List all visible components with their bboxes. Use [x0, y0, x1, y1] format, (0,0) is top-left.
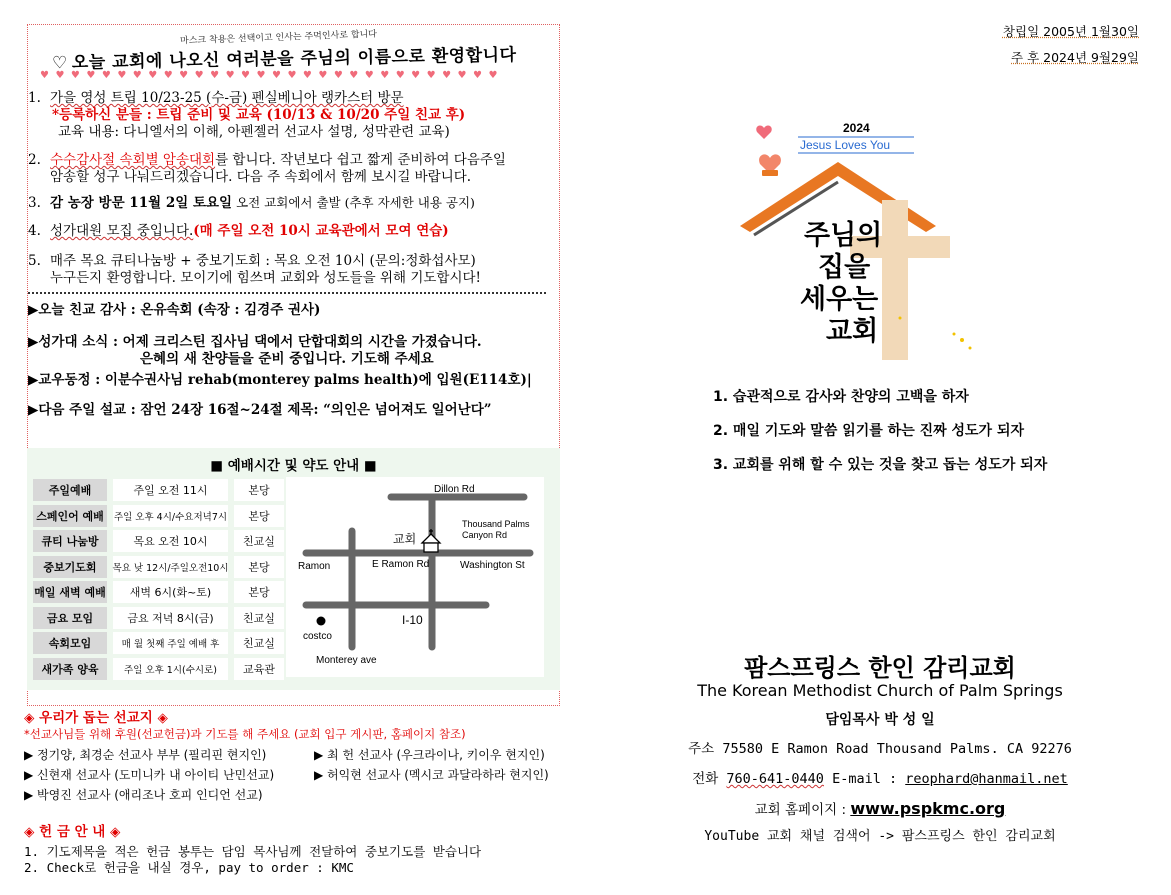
worship-place: 교육관	[234, 658, 284, 680]
worship-label: 스페인어 예배	[33, 505, 107, 527]
logo-slogan: Jesus Loves You	[800, 138, 891, 152]
announcement-5: 5. 매주 목요 큐티나눔방 + 중보기도회 : 목요 오전 10시 (문의:정화섭사모) 누구든지 환영합니다. 모이기에 힘쓰며 교회와 성도들을 위해 기도합시다!	[28, 253, 481, 286]
map-svg	[286, 477, 544, 677]
directions-map	[286, 477, 544, 677]
sparkle	[953, 333, 956, 336]
map-label-washington: Washington St	[460, 560, 525, 571]
worship-time: 목요 오전 10시	[113, 530, 228, 552]
mission-item: ▶ 최 헌 선교사 (우크라이나, 키이우 현지인)	[314, 748, 545, 762]
section-divider	[28, 292, 546, 294]
map-label-e-ramon: E Ramon Rd	[372, 559, 430, 570]
worship-label: 큐티 나눔방	[33, 530, 107, 552]
goal-2: 2. 매일 기도와 말씀 읽기를 하는 진짜 성도가 되자	[713, 423, 1025, 439]
email-link[interactable]: reophard@hanmail.net	[905, 771, 1068, 787]
sparkle	[969, 347, 972, 350]
announcement-4: 4. 성가대원 모집 중입니다.(매 주일 오전 10시 교육관에서 모여 연습)	[28, 223, 449, 239]
mission-item: ▶ 신현재 선교사 (도미니카 내 아이티 난민선교)	[24, 768, 275, 782]
homepage-link[interactable]: www.pspkmc.org	[850, 799, 1006, 818]
news-members: ▶교우동정 : 이분수권사님 rehab(monterey palms health)에 입원(E114호)|	[28, 372, 532, 388]
worship-time: 주일 오후 4시/수요저녁7시	[113, 505, 228, 527]
worship-label: 새가족 양육	[33, 658, 107, 680]
church-logo	[740, 118, 980, 368]
offering-title: ◈ 헌 금 안 내 ◈	[24, 824, 121, 840]
sparkle	[960, 338, 964, 342]
worship-label: 속회모임	[33, 632, 107, 654]
goal-3: 3. 교회를 위해 할 수 있는 것을 찾고 돕는 성도가 되자	[713, 457, 1048, 473]
worship-title: ■ 예배시간 및 약도 안내 ■	[210, 458, 377, 474]
worship-time: 목요 낮 12시/주일오전10시	[113, 556, 228, 578]
missions-note: *선교사님들 위해 후원(선교헌금)과 기도를 해 주세요 (교회 입구 게시판, 홈페이지 참조)	[24, 727, 466, 741]
news-choir: ▶성가대 소식 : 어제 크리스틴 집사님 댁에서 단합대회의 시간을 가졌습니다. 은혜의 새 찬양들을 준비 중입니다. 기도해 주세요	[28, 334, 482, 367]
small-heart-icon	[756, 125, 771, 139]
worship-place: 친교실	[234, 632, 284, 654]
mask-notice: 마스크 착용은 선택이고 인사는 주먹인사로 합니다	[179, 29, 378, 47]
mission-item: ▶ 박영진 선교사 (애리조나 호피 인디언 선교)	[24, 788, 263, 802]
offering-line-2: 2. Check로 헌금을 내실 경우, pay to order : KMC	[24, 860, 354, 875]
pastor: 담임목사 박 성 일	[825, 712, 935, 728]
worship-label: 주일예배	[33, 479, 107, 501]
map-label-i10: I-10	[402, 613, 423, 627]
cross-vertical	[882, 200, 908, 360]
church-name-korean: 팜스프링스 한인 감리교회	[744, 653, 1016, 682]
announcement-3: 3. 감 농장 방문 11월 2일 토요일 오전 교회에서 출발 (추후 자세한 내용 공지)	[28, 195, 475, 211]
worship-place: 친교실	[234, 607, 284, 629]
hearts-decoration: ♥♥♥♥♥♥♥♥♥♥♥♥♥♥♥♥♥♥♥♥♥♥♥♥♥♥♥♥♥♥	[40, 70, 504, 81]
worship-time: 금요 저녁 8시(금)	[113, 607, 228, 629]
worship-time: 주일 오후 1시(수시로)	[113, 658, 228, 680]
logo-line-2: 집을	[818, 252, 871, 283]
founding-date: 창립일 2005년 1월30일	[1002, 24, 1139, 39]
worship-place: 본당	[234, 556, 284, 578]
worship-label: 중보기도회	[33, 556, 107, 578]
left-column	[0, 0, 570, 895]
news-fellowship: ▶오늘 친교 감사 : 온유속회 (속장 : 김경주 권사)	[28, 302, 321, 318]
welcome-text: 오늘 교회에 나오신 여러분을 주님의 이름으로 환영합니다	[71, 45, 517, 74]
worship-time: 새벽 6시(화~토)	[113, 581, 228, 603]
sparkle	[899, 317, 902, 320]
map-label-church: 교회	[393, 532, 417, 546]
costco-marker	[317, 617, 326, 626]
logo-line-1: 주님의	[804, 220, 883, 251]
map-label-canyon-rd: Canyon Rd	[462, 530, 508, 540]
goal-1: 1. 습관적으로 감사와 찬양의 고백을 하자	[713, 389, 969, 405]
map-label-ramon: Ramon	[298, 561, 331, 572]
contact-line: 전화 760-641-0440 E-mail : reophard@hanmail.net	[692, 771, 1068, 787]
worship-place: 본당	[234, 581, 284, 603]
youtube-line: YouTube 교회 채널 검색어 -> 팜스프링스 한인 감리교회	[704, 829, 1056, 844]
worship-time: 주일 오전 11시	[113, 479, 228, 501]
address: 주소 75580 E Ramon Road Thousand Palms. CA 92276	[688, 741, 1072, 757]
heart-stand	[762, 170, 778, 176]
mission-item: ▶ 정기양, 최경순 선교사 부부 (필리핀 현지인)	[24, 748, 267, 762]
news-sermon: ▶다음 주일 설교 : 잠언 24장 16절~24절 제목: “의인은 넘어져도 일어난다”	[28, 402, 492, 418]
worship-label: 금요 모임	[33, 607, 107, 629]
church-name-english: The Korean Methodist Church of Palm Springs	[697, 681, 1063, 700]
announcement-1: 1. 가을 영성 트립 10/23-25 (수-금) 펜실베니아 랭카스터 방문 *등록하신 분들 : 트립 준비 및 교육 (10/13 & 10/20 주일 친교 후) 교육 내용: 다니엘서의 이해, 아펜젤러 선교사 설명, 성막관련 교육)	[28, 90, 466, 140]
week-date: 주 후 2024년 9월29일	[1011, 50, 1139, 65]
map-label-dillon: Dillon Rd	[434, 484, 475, 495]
map-label-costco: costco	[303, 631, 332, 642]
worship-place: 본당	[234, 479, 284, 501]
logo-line-4: 교회	[826, 316, 879, 347]
logo-line-3: 세우는	[800, 284, 879, 315]
house-cross-logo	[740, 118, 980, 368]
phone-number: 760-641-0440	[726, 771, 824, 787]
worship-place: 친교실	[234, 530, 284, 552]
worship-schedule	[27, 448, 560, 690]
map-label-monterey: Monterey ave	[316, 655, 377, 666]
logo-year: 2024	[843, 121, 870, 135]
announcement-2: 2. 수수감사절 속회별 암송대회를 합니다. 작년보다 쉽고 짧게 준비하여 다음주일 암송할 성구 나눠드리겠습니다. 다음 주 속회에서 함께 보시길 바랍니다.	[28, 152, 506, 185]
offering-line-1: 1. 기도제목을 적은 헌금 봉투는 담임 목사님께 전달하여 중보기도를 받습니다	[24, 844, 482, 859]
mission-item: ▶ 허익현 선교사 (멕시코 과달라하라 현지인)	[314, 768, 549, 782]
homepage-line: 교회 홈페이지 : www.pspkmc.org	[754, 799, 1006, 818]
worship-time: 매 월 첫째 주일 예배 후	[113, 632, 228, 654]
map-label-thousand-palms: Thousand Palms	[462, 519, 530, 529]
worship-label: 매일 새벽 예배	[33, 581, 107, 603]
missions-title: ◈ 우리가 돕는 선교지 ◈	[24, 710, 168, 726]
heart-outline-icon: ♡	[51, 53, 69, 74]
worship-place: 본당	[234, 505, 284, 527]
church-icon	[422, 529, 440, 552]
